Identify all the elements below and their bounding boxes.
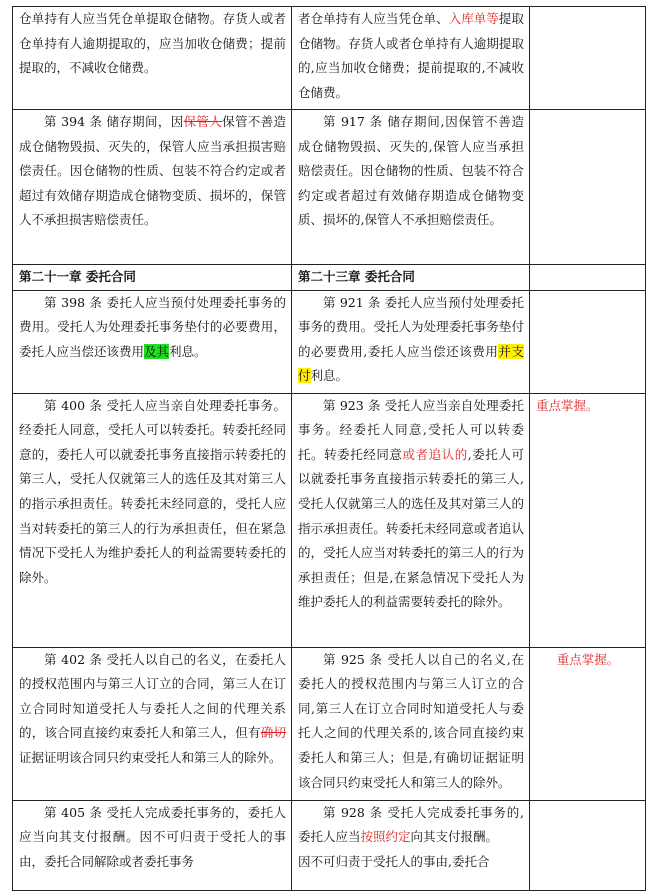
table-row	[13, 647, 646, 800]
new-text: 者仓单持有人应当凭仓单、	[298, 11, 449, 26]
old-text: 利息。	[169, 343, 207, 359]
table-row	[13, 7, 646, 110]
new-text: 因不可归责于受托人的事由,委托合	[298, 853, 490, 869]
new-text: 第 923 条 受托人应当亲自处理委托事务。经委托人同意,受托人可以转委托。转委托经同意	[298, 397, 524, 462]
new-article-cell	[292, 800, 530, 890]
deleted-text: 保管人	[183, 114, 223, 129]
old-text: 保管不善造成仓储物毁损、灭失的，保管人应当承担损害赔偿责任。因仓储物的性质、包装不符合约定或者超过有效储存期造成仓储物变质、损坏的，保管人不承担损害赔偿责任。	[19, 114, 286, 228]
changed-text: 按照约定	[360, 829, 411, 845]
old-article-cell	[13, 647, 292, 800]
table-row	[13, 290, 646, 393]
new-text: ,委托人可以就委托事务直接指示转委托的第三人,受托人仅就第三人的选任及其对第三人的指示承担责任。转委托未经同意或者追认的，受托人应当对转委托的第三人的行为承担责任；但是,在紧急情况下受托人为维护委托人的利益需要转委托的除外。	[298, 446, 524, 610]
note-cell	[530, 7, 646, 110]
highlighted-text: 并支付	[298, 343, 524, 384]
new-text: 提取仓储物。存货人或者仓单持有人逾期提取的,应当加收仓储费；提前提取的,不减收仓储费。	[298, 11, 524, 100]
old-text: 第 402 条 受托人以自己的名义，在委托人的授权范围内与第三人订立的合同，第三人在订立合同时知道受托人与委托人之间的代理关系的，该合同直接约束委托人和第三人，但有	[19, 651, 286, 741]
new-article-cell	[292, 393, 530, 647]
table-row	[13, 393, 646, 647]
comparison-table	[12, 6, 646, 891]
old-article-cell	[13, 800, 292, 890]
note-text: 重点掌握。	[536, 397, 599, 413]
new-text: 第 921 条 委托人应当预付处理委托事务的费用。受托人为处理委托事务垫付的必要费用,委托人应当偿还该费用	[298, 294, 524, 359]
note-cell	[530, 265, 646, 291]
old-text: 第 405 条 受托人完成委托事务的，委托人应当向其支付报酬。因不可归责于受托人的事由，委托合同解除或者委托事务	[19, 804, 286, 869]
new-text: 第 917 条 储存期间,因保管不善造成仓储物毁损、灭失的,保管人应当承担赔偿责任。因仓储物的性质、包装不符合约定或者超过有效储存期造成仓储物变质、损坏的,保管人不承担赔偿责任。	[298, 114, 524, 228]
old-text: 证据证明该合同只约束受托人和第三人的除外。	[19, 749, 282, 765]
new-article-cell	[292, 7, 530, 110]
new-article-cell	[292, 647, 530, 800]
new-article-cell	[292, 110, 530, 265]
changed-text: 或者追认的	[402, 446, 468, 462]
old-text: 第 398 条 委托人应当预付处理委托事务的费用。受托人为处理委托事务垫付的必要费用，委托人应当偿还该费用	[19, 294, 286, 359]
new-text: 第 925 条 受托人以自己的名义,在委托人的授权范围内与第三人订立的合同,第三人在订立合同时知道受托人与委托人之间的代理关系的,该合同直接约束委托人和第三人；但是,有确切证据证明该合同只约束受托人和第三人的除外。	[298, 651, 524, 790]
new-text: 第 928 条 受托人完成委托事务的,委托人应当	[298, 804, 524, 845]
old-chapter-title: 第二十一章 委托合同	[13, 265, 292, 291]
chapter-header-row	[13, 265, 646, 291]
changed-text: 入库单等	[448, 11, 499, 26]
old-article-cell	[13, 110, 292, 265]
old-text: 第 400 条 受托人应当亲自处理委托事务。经委托人同意，受托人可以转委托。转委托经同意的，委托人可以就委托事务直接指示转委托的第三人，受托人仅就第三人的选任及其对第三人的指示承担责任。转委托未经同意的，受托人应当对转委托的第三人的行为承担责任，但在紧急情况下受托人为维护委托人的利益需要转委托的除外。	[19, 397, 286, 585]
note-cell	[530, 800, 646, 890]
table-row	[13, 110, 646, 265]
new-article-cell	[292, 290, 530, 393]
table-row	[13, 800, 646, 890]
new-chapter-title: 第二十三章 委托合同	[292, 265, 530, 291]
new-text: 向其支付报酬。	[410, 829, 499, 845]
old-article-cell	[13, 7, 292, 110]
new-text: 利息。	[310, 368, 349, 384]
old-text: 第 394 条 储存期间，因	[44, 114, 184, 129]
old-article-cell	[13, 393, 292, 647]
note-cell	[530, 290, 646, 393]
note-cell	[530, 393, 646, 647]
old-text: 仓单持有人应当凭仓单提取仓储物。存货人或者仓单持有人逾期提取的，应当加收仓储费；提前提取的，不减收仓储费。	[19, 11, 286, 76]
note-cell	[530, 110, 646, 265]
highlighted-text: 及其	[144, 343, 170, 359]
note-cell	[530, 647, 646, 800]
note-text: 重点掌握。	[556, 651, 620, 667]
deleted-text: 确切	[260, 725, 286, 741]
old-article-cell	[13, 290, 292, 393]
